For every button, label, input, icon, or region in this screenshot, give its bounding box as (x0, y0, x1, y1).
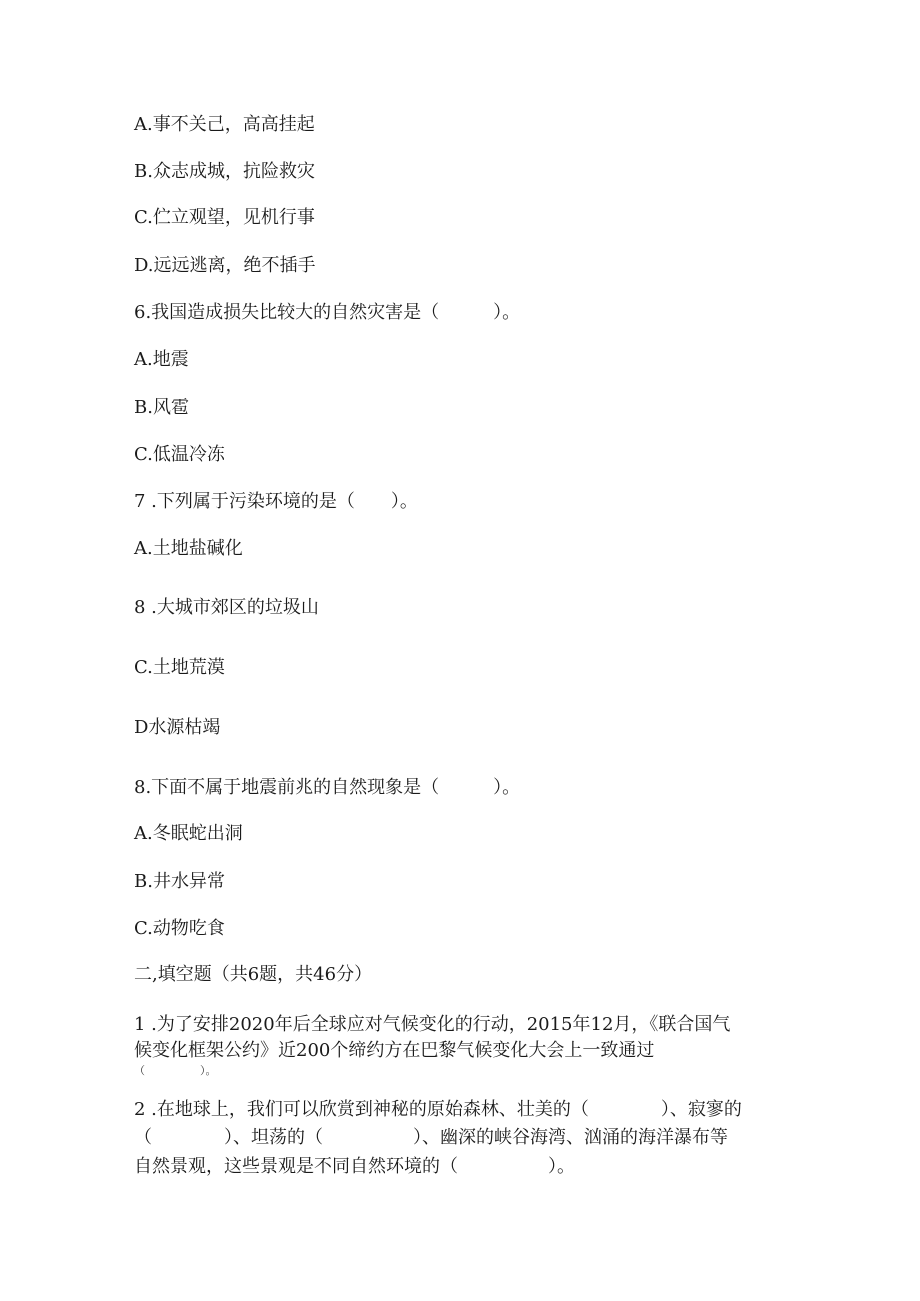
option-5b: B.众志成城，抗险救灾 (134, 161, 315, 182)
question-7: 7 .下列属于污染环境的是（ ）。 (134, 491, 418, 512)
option-7c: C.土地荒漠 (134, 657, 225, 678)
question-6: 6.我国造成损失比较大的自然灾害是（ ）。 (134, 302, 521, 323)
fill-question-2-line-1: 2 .在地球上，我们可以欣赏到神秘的原始森林、壮美的（ ）、寂寥的 (134, 1099, 742, 1120)
section-heading: 二,填空题（共6题，共46分） (134, 964, 373, 985)
option-8b: B.井水异常 (134, 871, 225, 892)
fill-question-1-blank: （ ）。 (134, 1064, 217, 1077)
option-5c: C.伫立观望，见机行事 (134, 207, 315, 228)
fill-question-1-line-1: 1 .为了安排2020年后全球应对气候变化的行动，2015年12月，《联合国气 (134, 1014, 731, 1035)
fill-question-2-line-2: （ ）、坦荡的（ ）、幽深的峡谷海湾、汹涌的海洋瀑布等 (134, 1127, 728, 1148)
option-7d: D水源枯竭 (134, 717, 221, 738)
option-8a: A.冬眠蛇出洞 (134, 823, 243, 844)
option-8c: C.动物吃食 (134, 918, 225, 939)
option-6b: B.风雹 (134, 397, 189, 418)
option-5d: D.远远逃离，绝不插手 (134, 255, 316, 276)
question-8: 8.下面不属于地震前兆的自然现象是（ ）。 (134, 777, 521, 798)
fill-question-2-line-3: 自然景观，这些景观是不同自然环境的（ ）。 (134, 1156, 575, 1177)
option-7b: 8 .大城市郊区的垃圾山 (134, 597, 319, 618)
option-6c: C.低温冷冻 (134, 444, 225, 465)
fill-question-1-line-2: 候变化框架公约》近200个缔约方在巴黎气候变化大会上一致通过 (134, 1040, 655, 1061)
option-6a: A.地震 (134, 349, 189, 370)
option-7a: A.土地盐碱化 (134, 538, 243, 559)
option-5a: A.事不关己，高高挂起 (134, 114, 315, 135)
